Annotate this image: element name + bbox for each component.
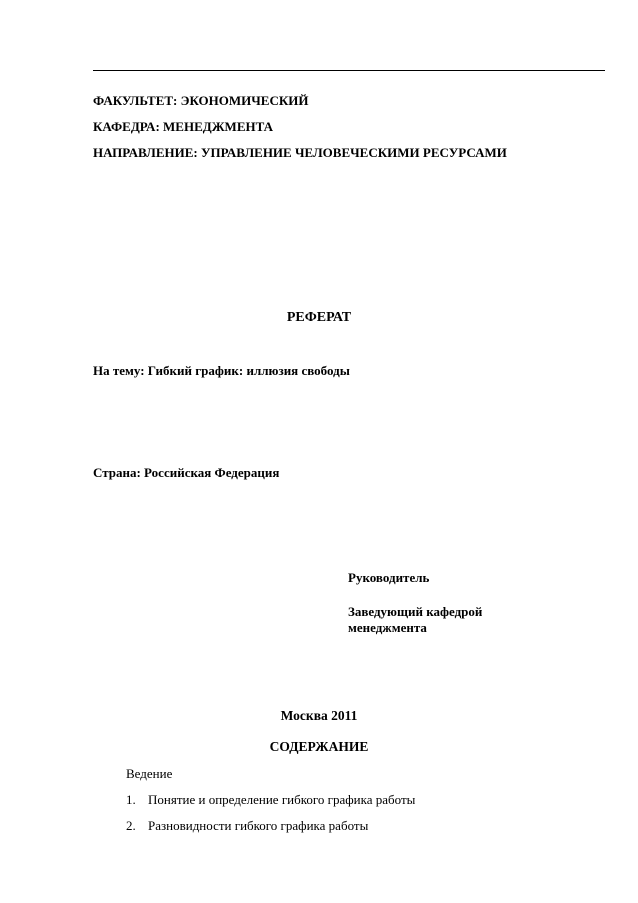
- contents-heading: СОДЕРЖАНИЕ: [269, 739, 369, 754]
- top-rule: [93, 70, 605, 71]
- toc-intro: Ведение: [126, 766, 173, 781]
- place-year: Москва 2011: [280, 708, 358, 723]
- toc-item-text: Разновидности гибкого графика работы: [148, 818, 369, 833]
- direction-line: НАПРАВЛЕНИЕ: УПРАВЛЕНИЕ ЧЕЛОВЕЧЕСКИМИ РЕСУРСАМИ: [93, 145, 507, 160]
- faculty-line: ФАКУЛЬТЕТ: ЭКОНОМИЧЕСКИЙ: [93, 93, 309, 108]
- supervisor-position-line2: менеджмента: [348, 620, 427, 635]
- toc-item-number: 2.: [126, 818, 136, 833]
- toc-item: [126, 792, 415, 808]
- topic-line: На тему: Гибкий график: иллюзия свободы: [93, 363, 350, 378]
- country-line: Страна: Российская Федерация: [93, 465, 280, 480]
- supervisor-position-line1: Заведующий кафедрой: [348, 604, 483, 619]
- department-line: КАФЕДРА: МЕНЕДЖМЕНТА: [93, 119, 274, 134]
- supervisor-role: Руководитель: [348, 570, 430, 585]
- toc-item-text: Понятие и определение гибкого графика работы: [148, 792, 416, 807]
- toc-item-number: 1.: [126, 792, 136, 807]
- document-title: РЕФЕРАТ: [286, 310, 352, 325]
- toc-item: [126, 818, 368, 834]
